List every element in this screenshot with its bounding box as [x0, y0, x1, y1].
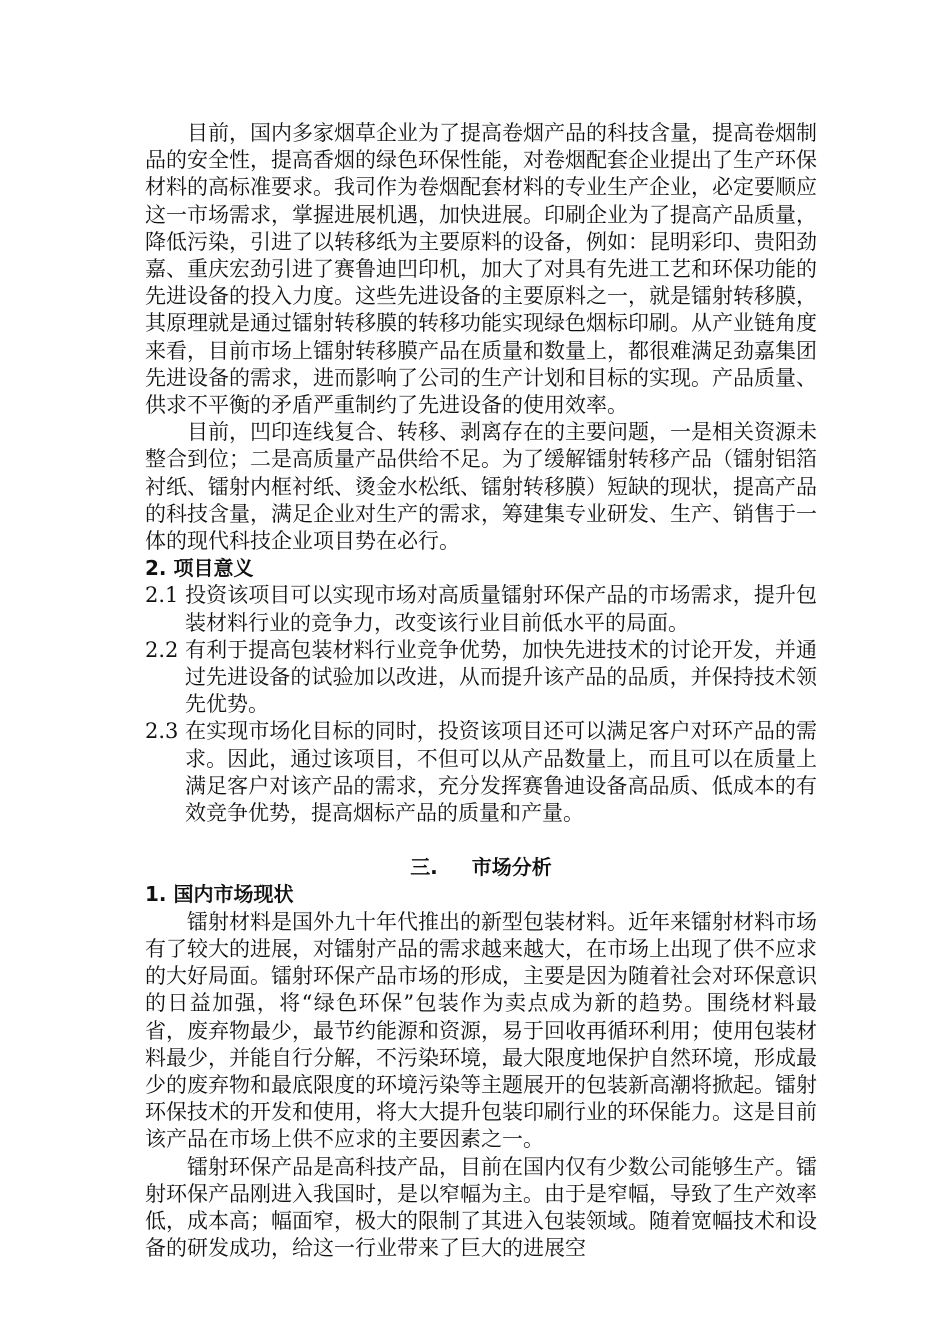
item-number: 2.2: [145, 637, 179, 662]
item-text: 在实现市场化目标的同时，投资该项目还可以满足客户对环产品的需求。因此，通过该项目，不但可以从产品数量上，而且可以在质量上满足客户对该产品的需求，充分发挥赛鲁迪设备高品质、低成本的有效竞争优势，提高烟标产品的质量和产量。: [185, 719, 817, 826]
section-title-market-analysis: [145, 854, 817, 881]
significance-item-2-3: [145, 718, 817, 827]
item-number: 2.1: [145, 583, 179, 608]
section-number: 三.: [410, 855, 438, 880]
domestic-market-heading: 1. 国内市场现状: [145, 882, 294, 907]
intro-paragraph-1: 目前，国内多家烟草企业为了提高卷烟产品的科技含量，提高卷烟制品的安全性，提高香烟的绿色环保性能，对卷烟配套企业提出了生产环保材料的高标准要求。我司作为卷烟配套材料的专业生产企业，必定要顺应这一市场需求，掌握进展机遇，加快进展。印刷企业为了提高产品质量，降低污染，引进了以转移纸为主要原料的设备，例如：昆明彩印、贵阳劲嘉、重庆宏劲引进了赛鲁迪凹印机，加大了对具有先进工艺和环保功能的先进设备的投入力度。这些先进设备的主要原料之一，就是镭射转移膜，其原理就是通过镭射转移膜的转移功能实现绿色烟标印刷。从产业链角度来看，目前市场上镭射转移膜产品在质量和数量上，都很难满足劲嘉集团先进设备的需求，进而影响了公司的生产计划和目标的实现。产品质量、供求不平衡的矛盾严重制约了先进设备的使用效率。: [145, 121, 817, 418]
item-text: 投资该项目可以实现市场对高质量镭射环保产品的市场需求，提升包装材料行业的竞争力，改变该行业目前低水平的局面。: [185, 583, 817, 635]
intro-paragraph-2: 目前，凹印连线复合、转移、剥离存在的主要问题，一是相关资源未整合到位；二是高质量产品供给不足。为了缓解镭射转移产品（镭射铝箔衬纸、镭射内框衬纸、烫金水松纸、镭射转移膜）短缺的现状，提高产品的科技含量，满足企业对生产的需求，筹建集专业研发、生产、销售于一体的现代科技企业项目势在必行。: [145, 420, 817, 554]
document-page: [145, 120, 817, 1262]
significance-item-2-1: [145, 582, 817, 636]
domestic-paragraph-1: 镭射材料是国外九十年代推出的新型包装材料。近年来镭射材料市场有了较大的进展，对镭射产品的需求越来越大，在市场上出现了供不应求的大好局面。镭射环保产品市场的形成，主要是因为随着社会对环保意识的日益加强，将“绿色环保”包装作为卖点成为新的趋势。围绕材料最省，废弃物最少，最节约能源和资源，易于回收再循环利用；使用包装材料最少，并能自行分解，不污染环境，最大限度地保护自然环境，形成最少的废弃物和最底限度的环境污染等主题展开的包装新高潮将掀起。镭射环保技术的开发和使用，将大大提升包装印刷行业的环保能力。这是目前该产品在市场上供不应求的主要因素之一。: [145, 909, 817, 1152]
section-title-text: 市场分析: [471, 855, 552, 880]
domestic-paragraph-2: 镭射环保产品是高科技产品，目前在国内仅有少数公司能够生产。镭射环保产品刚进入我国时，是以窄幅为主。由于是窄幅，导致了生产效率低，成本高；幅面窄，极大的限制了其进入包装领域。随着宽幅技术和设备的研发成功，给这一行业带来了巨大的进展空: [145, 1154, 817, 1261]
significance-heading: 2. 项目意义: [145, 556, 254, 581]
significance-item-2-2: [145, 637, 817, 719]
item-number: 2.3: [145, 719, 179, 744]
item-text: 有利于提高包装材料行业竞争优势，加快先进技术的讨论开发，并通过先进设备的试验加以改进，从而提升该产品的品质，并保持技术领先优势。: [185, 637, 817, 717]
